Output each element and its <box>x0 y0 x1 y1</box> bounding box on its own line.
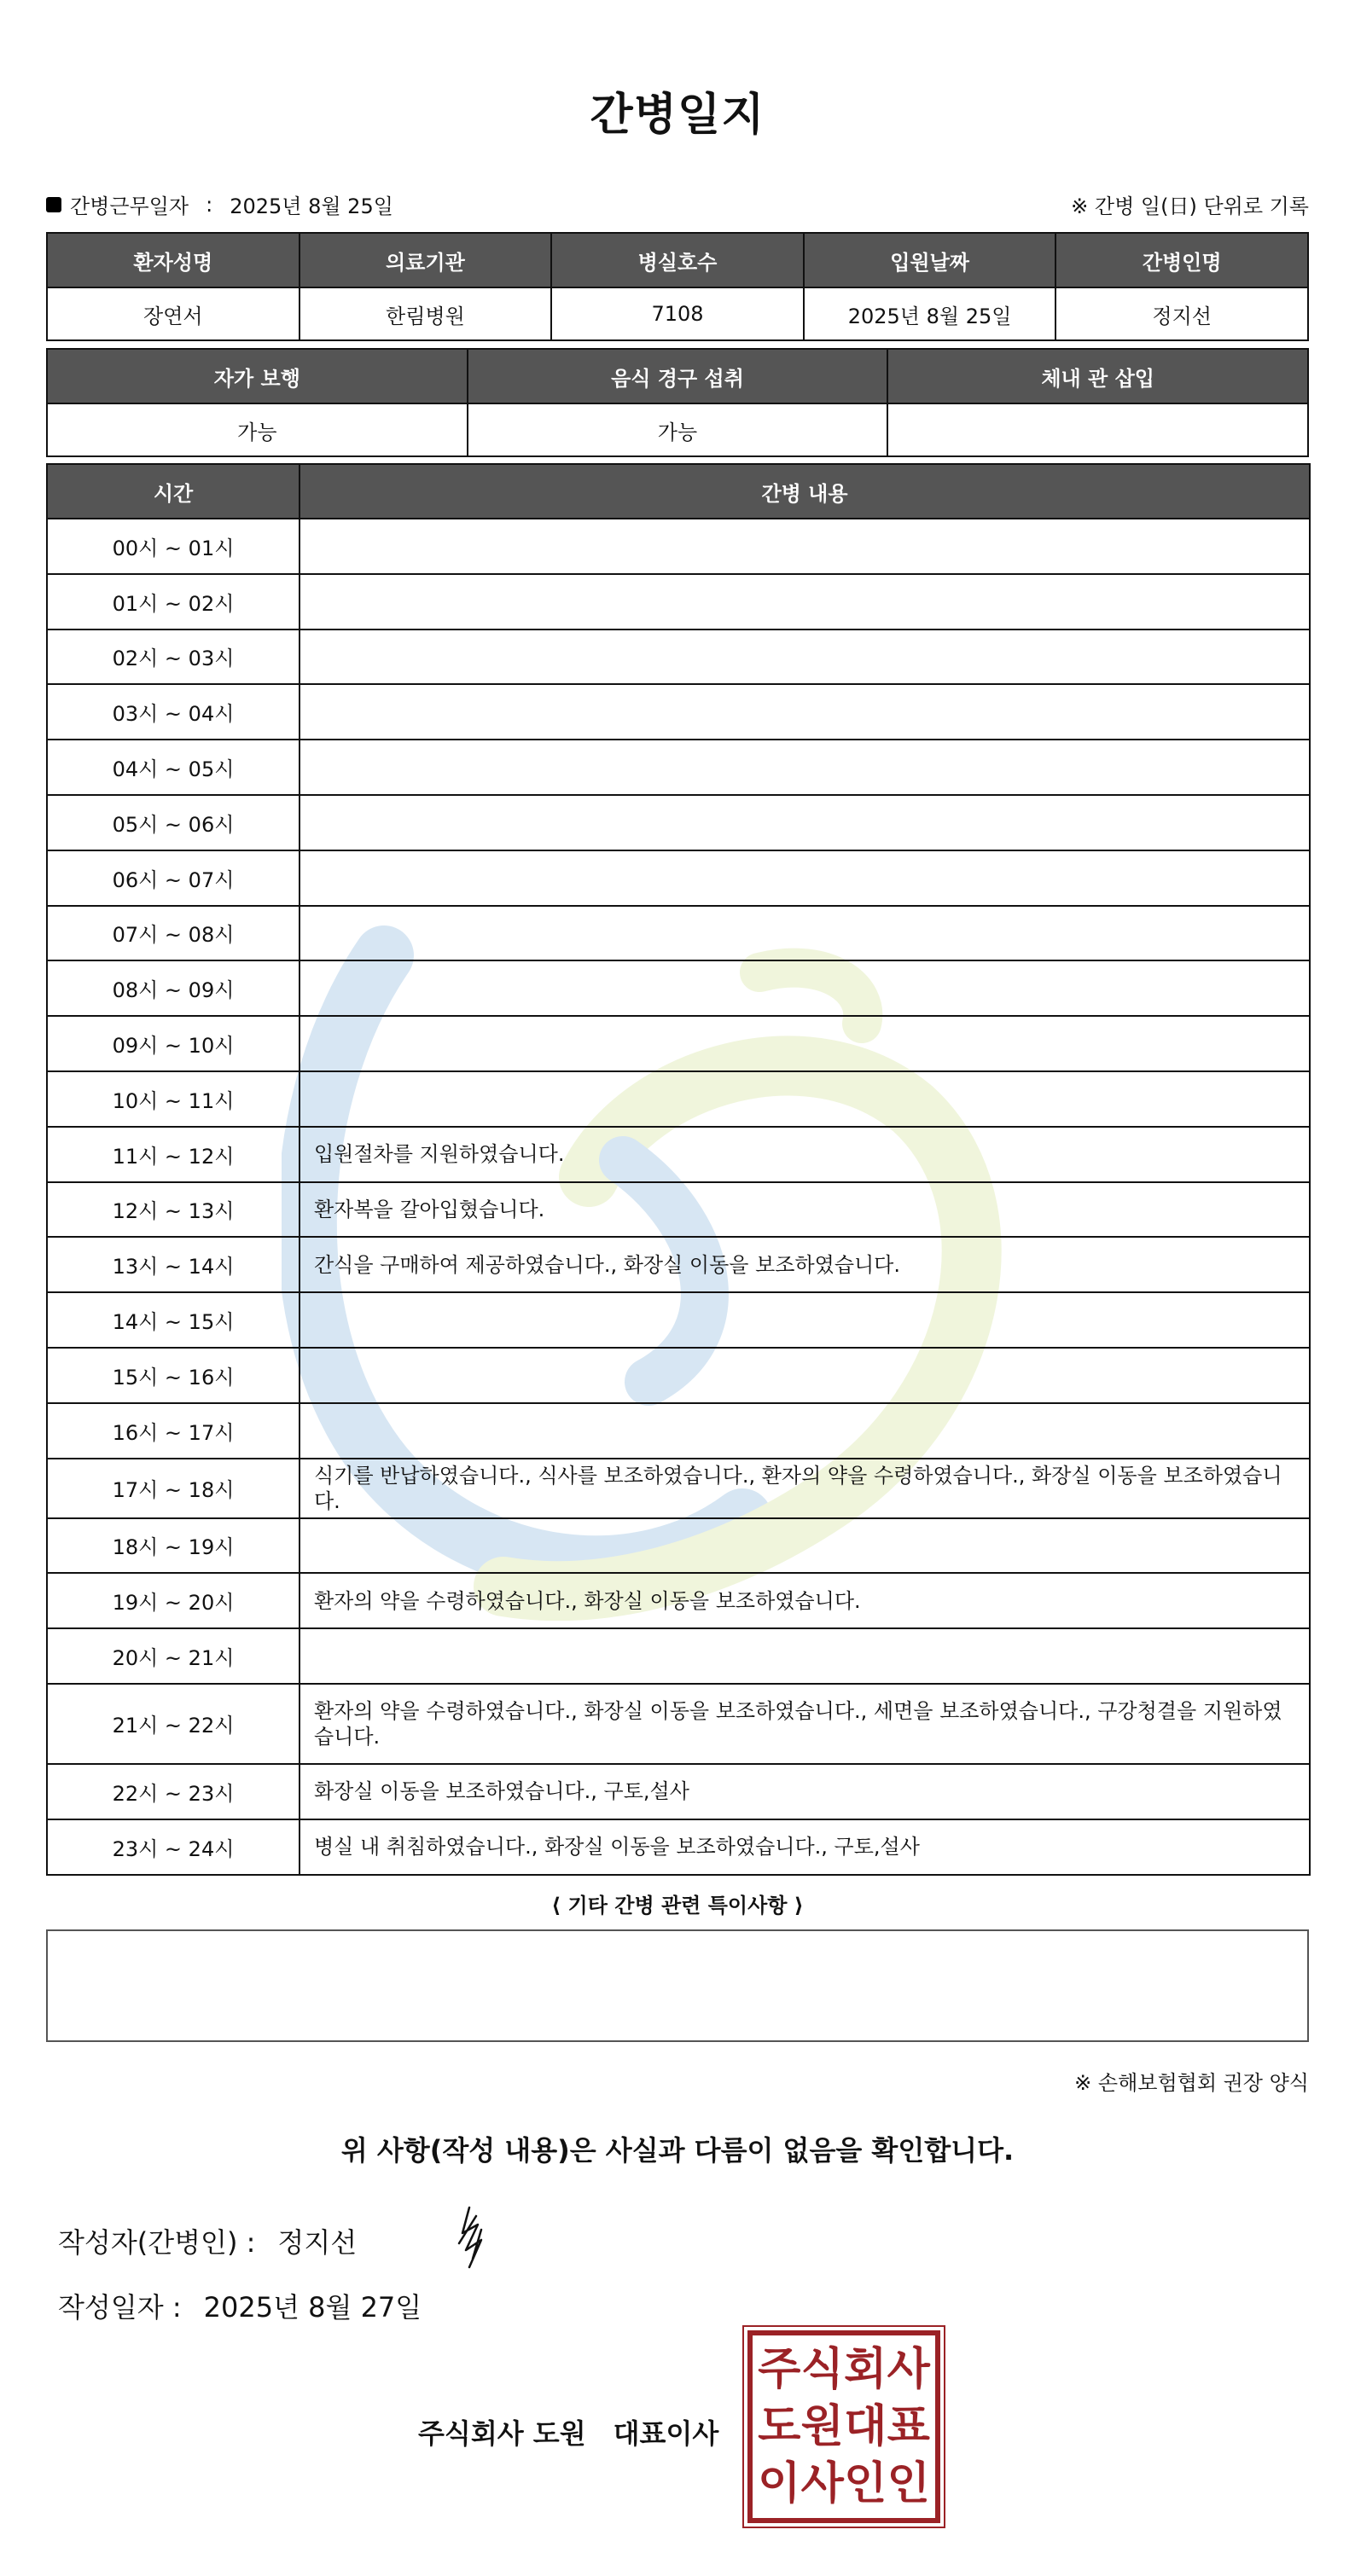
table-row <box>47 1348 1310 1403</box>
page-title: 간병일지 <box>590 90 765 141</box>
time-cell: 07시 ~ 08시 <box>47 906 299 961</box>
table-row <box>47 1459 1310 1518</box>
write-date-value: 2025년 8월 27일 <box>203 2291 422 2324</box>
status-value-row <box>47 403 1308 456</box>
seal-char: 표 <box>887 2399 930 2452</box>
time-cell: 13시 ~ 14시 <box>47 1237 299 1292</box>
time-cell: 10시 ~ 11시 <box>47 1071 299 1127</box>
seal-char: 주 <box>758 2342 801 2395</box>
table-row <box>47 1684 1310 1764</box>
time-cell: 00시 ~ 01시 <box>47 519 299 574</box>
content-cell: 식기를 반납하였습니다., 식사를 보조하였습니다., 환자의 약을 수령하였습니다., 화장실 이동을 보조하였습니다. <box>299 1459 1310 1518</box>
content-cell <box>299 519 1310 574</box>
content-cell: 환자의 약을 수령하였습니다., 화장실 이동을 보조하였습니다. <box>299 1573 1310 1628</box>
patient-name: 장연서 <box>47 287 299 340</box>
company-seal-stamp <box>747 2330 940 2523</box>
bullet-square-icon <box>46 197 61 212</box>
header-room: 병실호수 <box>551 233 804 287</box>
seal-char: 원 <box>800 2399 844 2452</box>
table-row <box>47 1127 1310 1182</box>
seal-char: 인 <box>844 2457 887 2510</box>
time-cell: 04시 ~ 05시 <box>47 740 299 795</box>
header-time: 시간 <box>47 464 299 519</box>
content-cell <box>299 1016 1310 1071</box>
time-cell: 09시 ~ 10시 <box>47 1016 299 1071</box>
signature-icon <box>444 2199 503 2276</box>
content-cell: 병실 내 취침하였습니다., 화장실 이동을 보조하였습니다., 구토,설사 <box>299 1819 1310 1875</box>
room-number: 7108 <box>551 287 804 340</box>
content-cell: 입원절차를 지원하였습니다. <box>299 1127 1310 1182</box>
content-cell <box>299 740 1310 795</box>
writer-line <box>58 2221 357 2260</box>
confirm-statement: 위 사항(작성 내용)은 사실과 다름이 없음을 확인합니다. <box>340 2134 1015 2167</box>
table-row <box>47 1764 1310 1819</box>
time-cell: 21시 ~ 22시 <box>47 1684 299 1764</box>
seal-char: 사 <box>887 2342 930 2395</box>
content-cell: 화장실 이동을 보조하였습니다., 구토,설사 <box>299 1764 1310 1819</box>
time-cell: 01시 ~ 02시 <box>47 574 299 629</box>
content-cell <box>299 1292 1310 1348</box>
content-cell: 간식을 구매하여 제공하였습니다., 화장실 이동을 보조하였습니다. <box>299 1237 1310 1292</box>
header-care-content: 간병 내용 <box>299 464 1310 519</box>
time-cell: 19시 ~ 20시 <box>47 1573 299 1628</box>
tube-insertion-value <box>887 403 1308 456</box>
table-row <box>47 906 1310 961</box>
time-cell: 11시 ~ 12시 <box>47 1127 299 1182</box>
header-admission-date: 입원날짜 <box>804 233 1056 287</box>
time-cell: 03시 ~ 04시 <box>47 684 299 740</box>
write-date-line <box>58 2286 422 2325</box>
table-row <box>47 1292 1310 1348</box>
header-tube-insertion: 체내 관 삽입 <box>887 349 1308 403</box>
header-hospital: 의료기관 <box>299 233 552 287</box>
table-row <box>47 684 1310 740</box>
seal-char: 회 <box>844 2342 887 2395</box>
write-date-label: 작성일자 : <box>58 2291 182 2324</box>
time-cell: 22시 ~ 23시 <box>47 1764 299 1819</box>
table-row <box>47 1016 1310 1071</box>
time-cell: 02시 ~ 03시 <box>47 629 299 685</box>
work-date-label: 간병근무일자 <box>70 194 189 218</box>
content-cell <box>299 1518 1310 1574</box>
company-name: 주식회사 도원 <box>418 2417 586 2450</box>
writer-name: 정지선 <box>277 2226 358 2259</box>
caregiver-name: 정지선 <box>1056 287 1308 340</box>
table-row <box>47 629 1310 685</box>
content-cell <box>299 850 1310 906</box>
table-row <box>47 1573 1310 1628</box>
time-cell: 17시 ~ 18시 <box>47 1459 299 1518</box>
header-self-walking: 자가 보행 <box>47 349 468 403</box>
table-row <box>47 1237 1310 1292</box>
care-log-table <box>46 463 1311 1876</box>
content-cell: 환자의 약을 수령하였습니다., 화장실 이동을 보조하였습니다., 세면을 보조하였습니다., 구강청결을 지원하였습니다. <box>299 1684 1310 1764</box>
content-cell <box>299 574 1310 629</box>
status-header-row <box>47 349 1308 403</box>
time-cell: 14시 ~ 15시 <box>47 1292 299 1348</box>
time-cell: 20시 ~ 21시 <box>47 1628 299 1684</box>
seal-char: 식 <box>800 2342 844 2395</box>
table-row <box>47 519 1310 574</box>
company-line <box>418 2412 718 2451</box>
writer-label: 작성자(간병인) : <box>58 2226 256 2259</box>
content-cell <box>299 795 1310 850</box>
table-row <box>47 1628 1310 1684</box>
header-patient-name: 환자성명 <box>47 233 299 287</box>
patient-info-table <box>46 232 1309 341</box>
table-row <box>47 1518 1310 1574</box>
table-row <box>47 850 1310 906</box>
record-note: ※ 간병 일(日) 단위로 기록 <box>1071 194 1309 218</box>
company-rep: 대표이사 <box>613 2417 719 2450</box>
patient-info-value-row <box>47 287 1308 340</box>
content-cell <box>299 906 1310 961</box>
seal-char: 인 <box>887 2457 930 2510</box>
self-walking-value: 가능 <box>47 403 468 456</box>
time-cell: 08시 ~ 09시 <box>47 960 299 1016</box>
content-cell <box>299 1403 1310 1459</box>
content-cell <box>299 684 1310 740</box>
table-row <box>47 740 1310 795</box>
time-cell: 06시 ~ 07시 <box>47 850 299 906</box>
time-cell: 05시 ~ 06시 <box>47 795 299 850</box>
admission-date: 2025년 8월 25일 <box>804 287 1056 340</box>
care-log-header-row <box>47 464 1310 519</box>
time-cell: 15시 ~ 16시 <box>47 1348 299 1403</box>
content-cell <box>299 629 1310 685</box>
table-row <box>47 960 1310 1016</box>
seal-char: 이 <box>758 2457 801 2510</box>
content-cell <box>299 1348 1310 1403</box>
work-date-value: 2025년 8월 25일 <box>230 194 393 218</box>
hospital-name: 한림병원 <box>299 287 552 340</box>
time-cell: 12시 ~ 13시 <box>47 1182 299 1238</box>
time-cell: 18시 ~ 19시 <box>47 1518 299 1574</box>
notes-title: ⟨ 기타 간병 관련 특이사항 ⟩ <box>551 1894 804 1917</box>
notes-box <box>46 1929 1309 2042</box>
time-cell: 16시 ~ 17시 <box>47 1403 299 1459</box>
content-cell: 환자복을 갈아입혔습니다. <box>299 1182 1310 1238</box>
work-date <box>46 189 393 219</box>
header-caregiver: 간병인명 <box>1056 233 1308 287</box>
recommend-note: ※ 손해보험협회 권장 양식 <box>1074 2071 1309 2095</box>
table-row <box>47 1819 1310 1875</box>
work-date-separator: : <box>206 192 213 217</box>
content-cell <box>299 1628 1310 1684</box>
seal-char: 도 <box>758 2399 801 2452</box>
time-cell: 23시 ~ 24시 <box>47 1819 299 1875</box>
table-row <box>47 574 1310 629</box>
meta-row <box>46 189 1309 218</box>
patient-status-table <box>46 348 1309 457</box>
content-cell <box>299 1071 1310 1127</box>
table-row <box>47 1182 1310 1238</box>
content-cell <box>299 960 1310 1016</box>
header-oral-intake: 음식 경구 섭취 <box>468 349 888 403</box>
table-row <box>47 1403 1310 1459</box>
oral-intake-value: 가능 <box>468 403 888 456</box>
patient-info-header-row <box>47 233 1308 287</box>
table-row <box>47 1071 1310 1127</box>
seal-char: 대 <box>844 2399 887 2452</box>
seal-char: 사 <box>800 2457 844 2510</box>
table-row <box>47 795 1310 850</box>
